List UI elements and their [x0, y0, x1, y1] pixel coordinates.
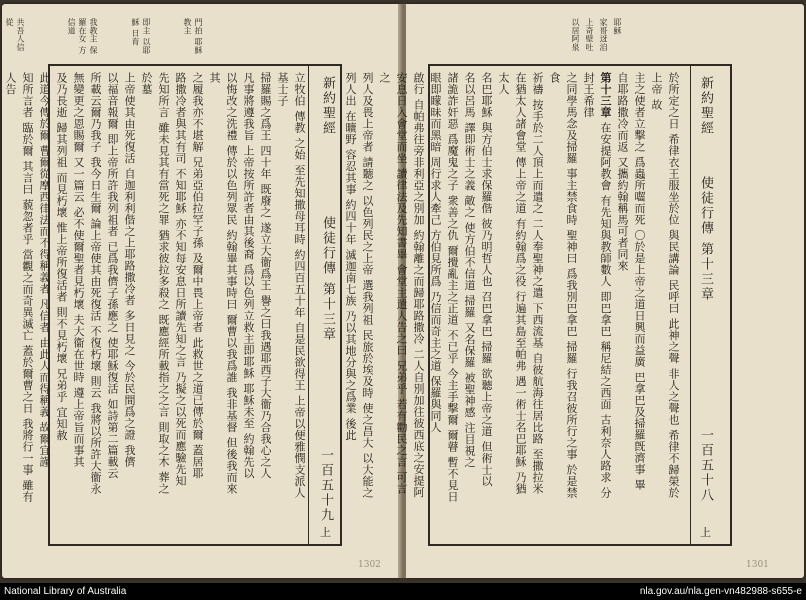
right-column-10: 諸詭詐奸惡 爲魔鬼之子 衆善之仇 爾攪亂主之正道 不已乎 今主手擊爾 爾瞽 暫不見日	[446, 72, 459, 503]
left-column-6: 路撒冷者與其有司 不知耶穌 亦不知每安息日所讀先知之言 乃擬之以死而應驗先知	[174, 72, 187, 487]
left-column-4: 以悔改之洗禮 傳於以色列眾民 約翰畢其事時曰 爾曹以我爲誰 我非基督 但後我而來其	[208, 72, 238, 495]
right-column-7: 在猶太人諸會堂 傳上帝之道 有約翰爲之役 行遍其島至帕弗 遇一術士名巴耶穌 乃猶太人	[497, 72, 527, 495]
left-column-1: 立牧伯 傳教 之始 至先知撒母耳時 約四百五十年 自是民欲得王 上帝以便雅憫支派人基士子	[276, 72, 306, 499]
left-chapter-title: 使徒行傳 第十三章	[320, 216, 335, 343]
right-pencil-mark: 1301	[746, 560, 769, 570]
right-column-4: 第十三章 在安提阿教會 有先知與教師數人 即巴拿巴 稱尼結之西面 古利奈人路求 分封王希律	[582, 72, 612, 499]
right-column-1: 於所定之日 希律衣王服坐於位 與民講論 民呼曰 此神之聲 非人之聲也 希律不歸榮於上帝 故	[650, 72, 680, 499]
right-column-3: 自耶路撒冷而返 又攜約翰稱馬可者同來	[616, 72, 629, 272]
left-column-5: 之履我亦不堪解 兄弟亞伯拉罕子孫 及爾中畏上帝者 此救世之道已傳於爾 蓋居耶	[191, 72, 204, 479]
left-page-number: 一百五十九	[318, 448, 333, 523]
right-column-6: 祈禱 按手於二人頂上而遣之 二人奉聖神之遣 下西流基 自彼航海往居比路 至撒拉米	[531, 72, 544, 495]
left-column-2: 掃羅賜之爲王 四十年 既廢之 遂立大衞爲王 譽之曰我遇耶西子大衞乃合我心之人	[259, 72, 272, 479]
right-column-13: 安息日入會堂而坐 讀律法及先知書畢 會堂主遣人告之曰 兄弟乎 若有勸民之言 可言之	[378, 72, 408, 495]
left-pencil-mark: 1302	[358, 560, 381, 570]
left-column-11: 無變更之恩賜爾 又一篇云 必不使爾聖者見朽壞 夫大衞在世時 遵上帝旨而事其	[72, 72, 85, 468]
left-column-12: 及乃長逝 歸其列祖 而見朽壞 惟上帝所復活者 則不見朽壞 兄弟乎 宜知赦	[55, 72, 68, 441]
left-body-text	[4, 72, 308, 504]
left-column-3: 凡事將遵我旨 上帝按所許者由其後裔 爲以色列立救主即耶穌 耶穌未至 約翰先以	[242, 72, 255, 479]
left-margin-note-2: 我教主 保羅在女 方信道	[67, 18, 98, 55]
left-text-frame	[4, 64, 342, 546]
right-column-8: 名巴耶穌 與方伯士求保羅偕 彼乃明哲人也 召巴拿巴 掃羅 欲聽上帝之道 但術士以	[480, 72, 493, 487]
right-column-5: 之同學馬念及掃羅 事主禁食時 聖神曰 爲我別巴拿巴 掃羅 行我召彼所行之事 於是禁食	[548, 72, 578, 499]
left-volume-mark: 上	[320, 526, 331, 539]
right-body-text	[344, 72, 682, 504]
right-column-15: 列人出 在曠野 容忍其事 約四十年 滅迦南七族 乃以其地分與之爲業 後此	[344, 72, 357, 441]
left-column-14: 知所言者 臨於爾 其言曰 藐忽者乎 當觀之而奇異滅亡 蓋於爾曹之日 我將行一事 雖有人告	[4, 72, 34, 503]
right-chapter-title: 使徒行傳 第十三章	[698, 176, 713, 303]
right-column-9: 名以呂馬 譯即術士之義 敵之 使方伯不信道 掃羅 又名保羅 被聖神感 注目視之	[463, 72, 476, 468]
right-page-number: 一百五十八	[698, 428, 713, 503]
left-column-13: 此道今傳於爾 曹爾從摩西律法而不得稱義者 凡信者 由此人而得稱義 故爾宜謹	[38, 72, 51, 468]
left-column-9: 以福音報爾 即上帝所許我列祖者 已爲我儕子孫應之 使耶穌復活 如詩第二篇載云	[106, 72, 119, 479]
left-book-title: 新約聖經	[320, 76, 335, 136]
right-chapter-heading: 第十三章	[599, 72, 612, 118]
right-volume-mark: 上	[700, 526, 711, 539]
left-column-7: 先知所言 雖未見其有當死之罪 猶求彼拉多殺之 既應經所載指之之言 則取之木 葬之於墓	[140, 72, 170, 495]
left-margin-note-4: 門拍 耶穌 教主	[183, 18, 203, 55]
right-header-rule	[690, 66, 691, 544]
right-column-12: 啟行 自帕弗往旁非利亞之別加 約翰離之而歸耶路撒冷 二人自別加往彼西底之安提阿	[412, 72, 425, 498]
right-column-11: 眼即矇昧而黑暗 周行求人牽己 方伯見所爲 乃信而奇主之道 保羅與同人	[429, 72, 442, 433]
footer-source: National Library of Australia	[4, 586, 127, 597]
left-column-10: 所載云爾乃我子 我今日生爾 論上帝使其由死復活 不復朽壞 則云 我將以所許大衞永	[89, 72, 102, 495]
left-page	[2, 4, 400, 578]
right-column-2: 主之使者立擊之 爲蟲所囓而死 〇於是上帝之道日興而益廣 巴拿巴及掃羅旣濟事 畢	[633, 72, 646, 491]
right-margin-note-2: 上奇壁吐	[585, 18, 594, 52]
right-book-title: 新約聖經	[698, 76, 713, 136]
left-column-8: 上帝使其由死復活 自迦利利偕之上耶路撒冷者 多日見之 今於民間爲之證 我儕	[123, 72, 136, 468]
left-column-15	[0, 72, 2, 504]
left-margin-note-3: 即主 以耶穌 日育	[131, 18, 151, 55]
right-margin-note-3: 家哥迓洎	[599, 18, 608, 52]
footer-identifier: nla.gov.au/nla.gen-vn482988-s655-e	[639, 586, 802, 597]
right-margin-note-4: 耶穌	[613, 18, 622, 35]
left-margin-note-1: 共吾人信從	[5, 18, 25, 52]
right-text-frame	[344, 64, 732, 546]
right-margin-note-1: 以居阿泉	[571, 18, 580, 52]
left-header-rule	[308, 66, 309, 544]
right-column-14: 列人及畏上帝者 請聽之 以色列民之上帝 選我列祖 民旅於埃及時 使之昌大 以大能之	[361, 72, 374, 499]
footer-bar	[0, 583, 806, 600]
